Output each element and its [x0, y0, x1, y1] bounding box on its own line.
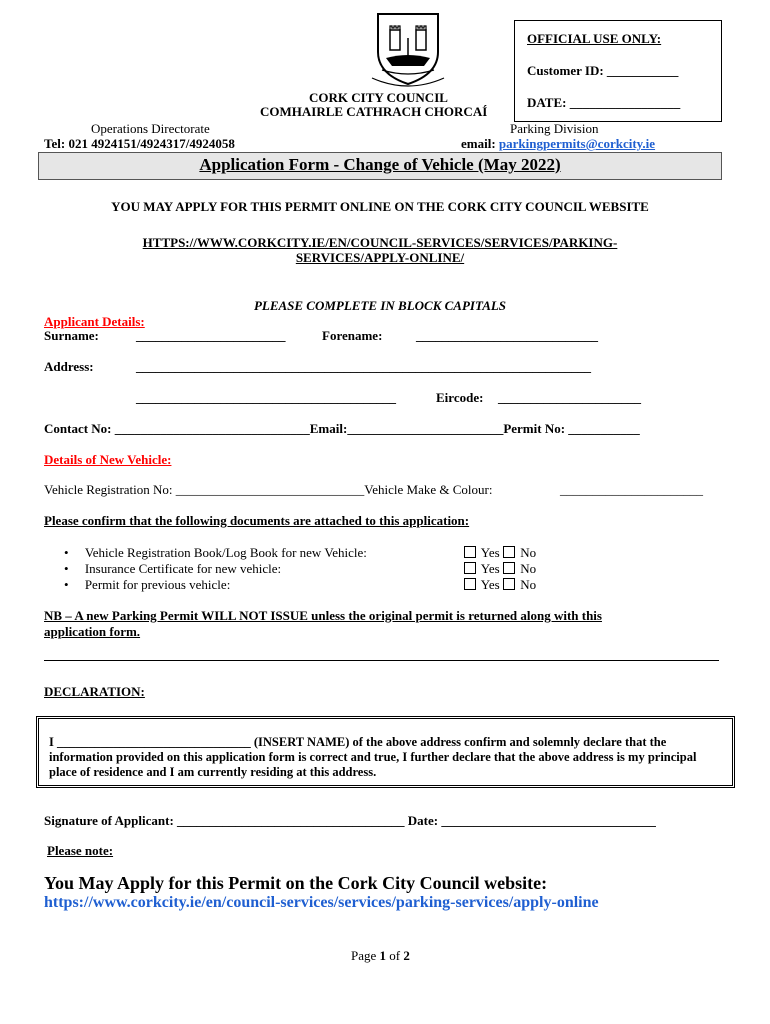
council-name-english: CORK CITY COUNCIL [309, 90, 448, 105]
council-name-irish: COMHAIRLE CATHRACH CHORCAÍ [260, 104, 488, 119]
telephone-numbers: Tel: 021 4924151/4924317/4924058 [44, 136, 235, 151]
contact-no-input[interactable]: ______________________________ [114, 421, 310, 436]
footer-apply-url[interactable]: https://www.corkcity.ie/en/council-services/services/parking-services/apply-online [44, 894, 599, 911]
operations-directorate: Operations Directorate [91, 121, 210, 136]
applicant-details-heading: Applicant Details: [44, 314, 145, 329]
permit-no-input[interactable]: ___________ [568, 421, 640, 436]
doc2-yes-checkbox[interactable] [464, 562, 476, 574]
signature-date-input[interactable]: _________________________________ [441, 813, 656, 828]
vehicle-registration-input[interactable]: _____________________________ [175, 482, 365, 497]
page-current: 1 [379, 948, 387, 963]
no-label: No [520, 561, 537, 576]
no-label: No [520, 577, 537, 592]
signature-date-label: Date: [407, 813, 439, 828]
nb-warning-line-2: application form. [44, 624, 141, 639]
address-input-line-2[interactable]: ________________________________________ [136, 390, 396, 405]
document-item-label: Vehicle Registration Book/Log Book for new Vehicle: [84, 545, 367, 560]
no-label: No [520, 545, 537, 560]
contact-no-row [44, 421, 640, 437]
signature-input[interactable]: ___________________________________ [177, 813, 405, 828]
bullet-icon: • [64, 577, 69, 592]
customer-id-field[interactable]: Customer ID: ___________ [527, 63, 679, 78]
yes-label: Yes [480, 561, 500, 576]
contact-no-label: Contact No: [44, 421, 112, 436]
yes-label: Yes [480, 577, 500, 592]
online-url-line-2[interactable]: SERVICES/APPLY-ONLINE/ [295, 250, 465, 265]
bullet-icon: • [64, 561, 69, 576]
doc2-options [464, 561, 536, 577]
form-title-bar [38, 152, 722, 180]
doc1-options [464, 545, 536, 561]
signature-row [44, 813, 656, 829]
address-input-line-1[interactable]: ______________________________________________________________________ [136, 359, 591, 374]
eircode-input[interactable]: ______________________ [498, 390, 641, 405]
declaration-box [36, 716, 735, 788]
doc3-yes-checkbox[interactable] [464, 578, 476, 590]
forename-label: Forename: [322, 328, 383, 343]
please-note-heading: Please note: [47, 843, 114, 858]
official-use-box [514, 20, 722, 122]
vehicle-registration-label: Vehicle Registration No: [44, 482, 173, 497]
online-apply-notice: YOU MAY APPLY FOR THIS PERMIT ONLINE ON THE CORK CITY COUNCIL WEBSITE [111, 199, 649, 214]
nb-warning-line-1: NB – A new Parking Permit WILL NOT ISSUE unless the original permit is returned along with this [44, 608, 602, 623]
documents-heading: Please confirm that the following documents are attached to this application: [44, 513, 470, 528]
official-date-field[interactable]: DATE: _________________ [527, 95, 681, 110]
doc3-options [464, 577, 536, 593]
applicant-email-label: Email: [309, 421, 348, 436]
signature-label: Signature of Applicant: [44, 813, 174, 828]
new-vehicle-heading: Details of New Vehicle: [44, 452, 172, 467]
declaration-text[interactable]: I _______________________________ (INSERT NAME) of the above address confirm and solemnly declare that the information provided on this application form is correct and true, I further declare that the above address is my principal place of residence and I am currently residing at this address. [49, 735, 697, 779]
permit-no-label: Permit No: [503, 421, 566, 436]
vehicle-row [44, 482, 492, 498]
yes-label: Yes [480, 545, 500, 560]
cork-city-crest-logo [370, 8, 446, 88]
block-capitals-instruction: PLEASE COMPLETE IN BLOCK CAPITALS [253, 298, 507, 313]
page-prefix: Page [351, 948, 380, 963]
page-of: of [386, 948, 404, 963]
eircode-label: Eircode: [436, 390, 484, 405]
contact-email [461, 136, 655, 152]
form-title: Application Form - Change of Vehicle (May 2022) [199, 155, 561, 174]
forename-input[interactable]: ____________________________ [416, 328, 598, 343]
document-item-1 [64, 545, 367, 561]
surname-input[interactable]: _______________________ [136, 328, 286, 343]
document-item-2 [64, 561, 281, 577]
parking-division: Parking Division [510, 121, 599, 136]
declaration-heading: DECLARATION: [44, 684, 145, 699]
doc2-no-checkbox[interactable] [503, 562, 515, 574]
surname-label: Surname: [44, 328, 99, 343]
email-label: email: [461, 136, 499, 151]
page-number [351, 948, 410, 964]
footer-apply-text: You May Apply for this Permit on the Cork City Council website: [44, 873, 548, 893]
bullet-icon: • [64, 545, 69, 560]
address-label: Address: [44, 359, 94, 374]
vehicle-make-colour-label: Vehicle Make & Colour: [364, 482, 493, 497]
document-item-3 [64, 577, 230, 593]
page-total: 2 [403, 948, 410, 963]
doc1-yes-checkbox[interactable] [464, 546, 476, 558]
doc3-no-checkbox[interactable] [503, 578, 515, 590]
email-link[interactable]: parkingpermits@corkcity.ie [498, 136, 656, 151]
applicant-email-input[interactable]: ________________________ [347, 421, 504, 436]
online-url-line-1[interactable]: HTTPS://WWW.CORKCITY.IE/EN/COUNCIL-SERVICES/SERVICES/PARKING- [142, 235, 618, 250]
section-divider [44, 660, 719, 661]
official-use-title: OFFICIAL USE ONLY: [527, 31, 662, 46]
document-item-label: Permit for previous vehicle: [84, 577, 231, 592]
document-item-label: Insurance Certificate for new vehicle: [84, 561, 282, 576]
doc1-no-checkbox[interactable] [503, 546, 515, 558]
vehicle-make-colour-input[interactable]: ______________________ [560, 482, 703, 497]
